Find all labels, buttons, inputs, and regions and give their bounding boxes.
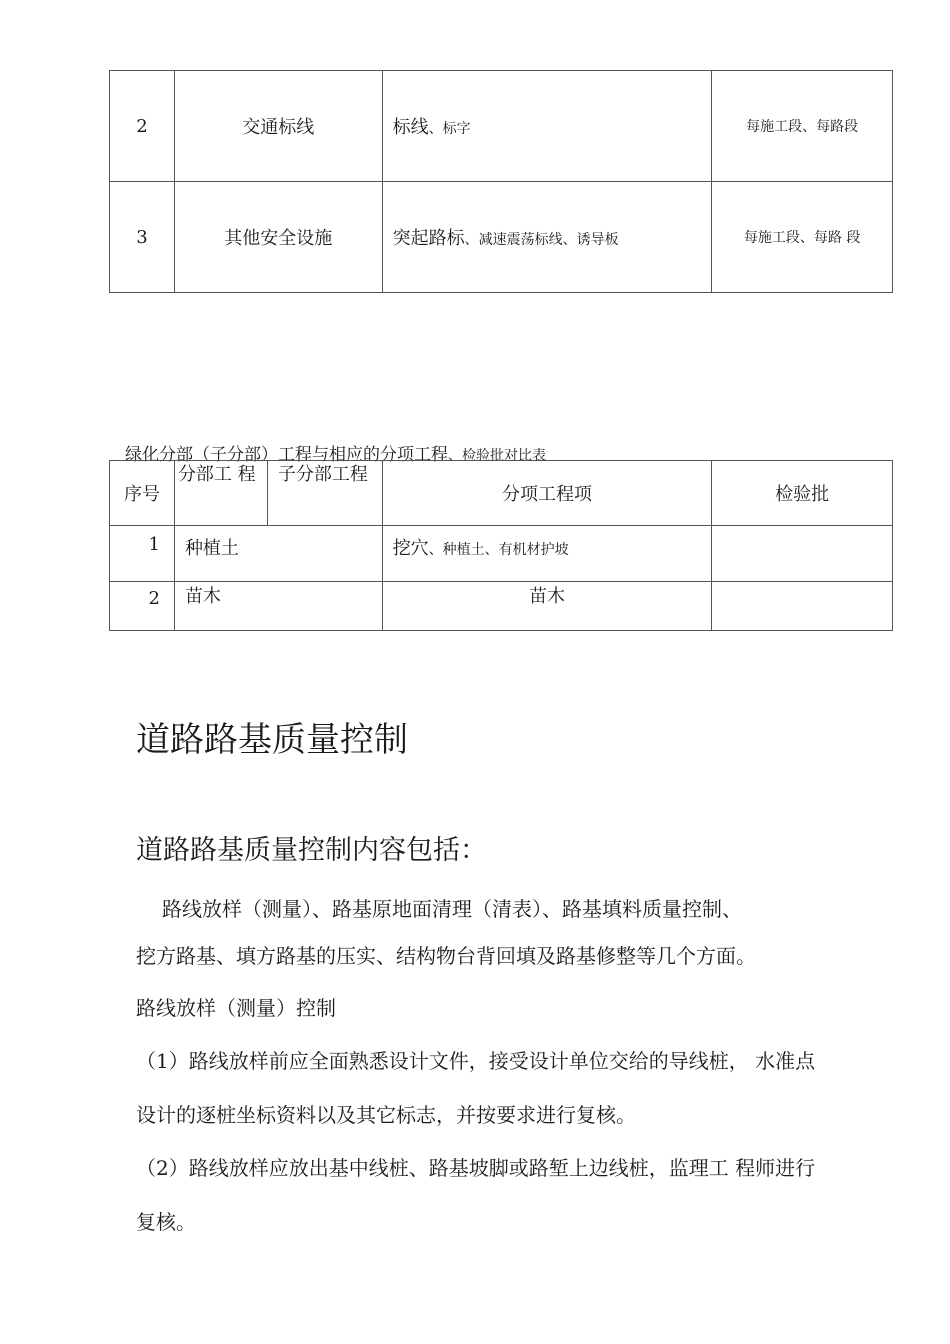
paragraph-line: 挖方路基、填方路基的压实、结构物台背回填及路基修整等几个方面。 — [136, 944, 756, 968]
batch-cell: 每施工段、每路 段 — [712, 182, 893, 293]
paragraph-line: 复核。 — [136, 1210, 196, 1234]
header-batch: 检验批 — [712, 461, 893, 526]
table-row — [110, 582, 893, 631]
table-row — [110, 526, 893, 582]
table-row — [110, 71, 893, 182]
paragraph-line: （2）路线放样应放出基中线桩、路基坡脚或路堑上边线桩，监理工 程师进行 — [136, 1156, 816, 1180]
project-name: 交通标线 — [174, 71, 382, 182]
batch-cell — [712, 582, 893, 631]
project-name: 其他安全设施 — [174, 182, 382, 293]
caption-main: 绿化分部（子分部）工程与相应的分项工程 — [125, 445, 448, 465]
item-cell — [382, 182, 712, 293]
header-child-sub-project: 子分部工程 — [267, 461, 382, 526]
item-main: 突起路标 — [392, 228, 465, 249]
section-subtitle: 道路路基质量控制内容包括： — [136, 835, 487, 866]
item-cell — [382, 71, 712, 182]
item-sub: 、标字 — [428, 121, 471, 137]
paragraph-line: （1）路线放样前应全面熟悉设计文件，接受设计单位交给的导线桩， 水准点 — [136, 1049, 816, 1073]
item-main: 标线 — [392, 117, 429, 138]
section-title: 道路路基质量控制 — [136, 720, 408, 760]
header-sub-project: 分部工 程 — [174, 461, 267, 526]
header-no: 序号 — [110, 461, 175, 526]
paragraph-line: 路线放样（测量）、路基原地面清理（清表）、路基填料质量控制、 — [162, 897, 742, 921]
safety-facilities-table — [109, 70, 893, 293]
row-number: 2 — [110, 582, 175, 631]
batch-cell: 每施工段、每路段 — [712, 71, 893, 182]
item-cell — [382, 526, 712, 582]
paragraph-line: 设计的逐桩坐标资料以及其它标志，并按要求进行复核。 — [136, 1103, 636, 1127]
greening-table — [109, 460, 893, 631]
row-number: 3 — [110, 182, 175, 293]
subheading: 路线放样（测量）控制 — [136, 996, 336, 1020]
row-number: 2 — [110, 71, 175, 182]
project-name: 苗木 — [174, 582, 382, 631]
item-main: 挖穴 — [392, 538, 429, 559]
header-item: 分项工程项 — [382, 461, 712, 526]
project-name: 种植土 — [174, 526, 382, 582]
item-cell: 苗木 — [382, 582, 712, 631]
table-header-row — [110, 461, 893, 526]
table-row — [110, 182, 893, 293]
item-sub: 、种植土、有机材护坡 — [428, 542, 569, 558]
item-sub: 、减速震荡标线、诱导板 — [464, 232, 619, 248]
row-number: 1 — [110, 526, 175, 582]
caption-sub: 、检验批对比表 — [448, 448, 546, 464]
batch-cell — [712, 526, 893, 582]
